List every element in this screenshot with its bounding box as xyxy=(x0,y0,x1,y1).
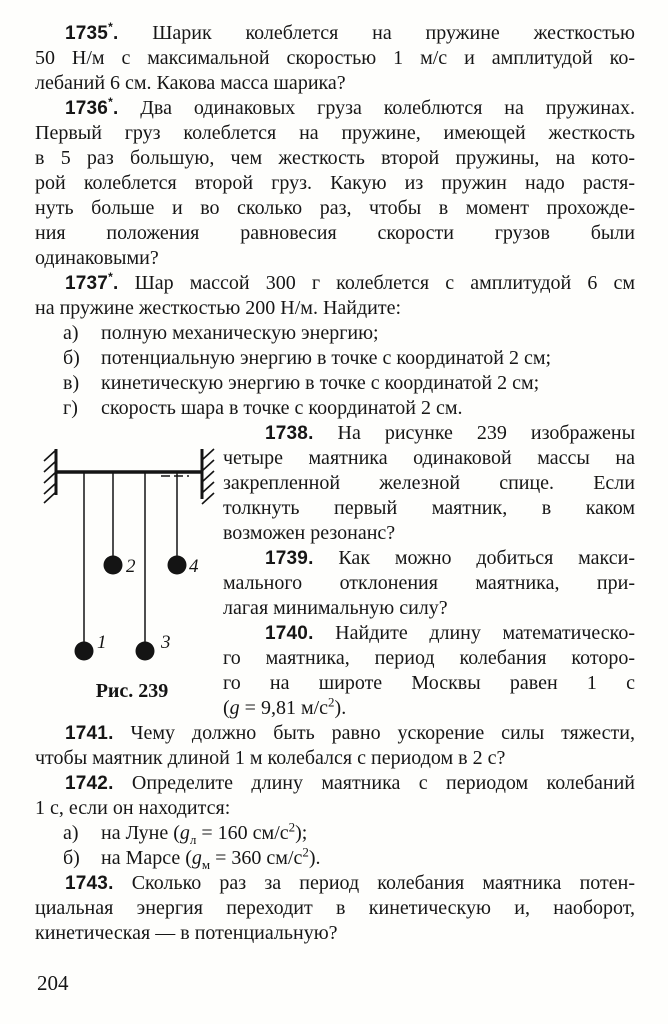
problem-1735 xyxy=(35,21,635,96)
list-item-marker: б) xyxy=(63,847,80,869)
problem-first-line: 1736*. Два одинаковых груза колеблются на пружинах. xyxy=(65,94,635,119)
problem-first-line: 1735*. Шарик колеблется на пружине жесткостью xyxy=(65,19,635,44)
problem-1742 xyxy=(35,771,635,871)
figure-239-block xyxy=(35,421,223,721)
problem-number: 1735*. xyxy=(65,19,119,44)
problem-line: ния положения равновесия скорости грузов были xyxy=(35,222,635,244)
list-item xyxy=(35,846,635,871)
problem-line: Первый груз колеблется на пружине, имеющей жесткость xyxy=(35,122,635,144)
problem-line: 1 с, если он находится: xyxy=(35,797,231,819)
problem-line: го маятника, период колебания которо- xyxy=(223,647,635,669)
problem-1739 xyxy=(223,546,635,621)
list-item-marker: в) xyxy=(63,372,80,394)
problem-line: мального отклонения маятника, при- xyxy=(223,572,635,594)
list-item-marker: б) xyxy=(63,347,80,369)
problem-first-line: 1737*. Шар массой 300 г колеблется с амплитудой 6 см xyxy=(65,269,635,294)
list-item-text: скорость шара в точке с координатой 2 см. xyxy=(101,397,463,419)
problem-number: 1741. xyxy=(65,723,114,744)
problem-line: закрепленной железной спице. Если xyxy=(223,472,635,494)
pendulum-4-bob xyxy=(168,556,187,575)
list-item xyxy=(35,346,635,371)
problem-line: возможен резонанс? xyxy=(223,522,396,544)
problem-number: 1738. xyxy=(265,423,314,444)
problem-line: лебаний 6 см. Какова масса шарика? xyxy=(35,72,346,94)
list-item-text: кинетическую энергию в точке с координатой 2 см; xyxy=(101,372,540,394)
figure-caption: Рис. 239 xyxy=(95,680,169,701)
pendulum-3-bob xyxy=(136,642,155,661)
problem-line: одинаковыми? xyxy=(35,247,159,269)
left-wall-support-icon xyxy=(44,449,56,503)
problem-line: 50 Н/м с максимальной скоростью 1 м/с и амплитудой ко- xyxy=(35,47,635,69)
pendulum-figure xyxy=(35,439,223,701)
list-item xyxy=(35,371,635,396)
pendulum-1-label: 1 xyxy=(97,632,107,653)
pendulum-2-bob xyxy=(104,556,123,575)
problem-first-line: 1743. Сколько раз за период колебания маятника потен- xyxy=(65,872,635,894)
problem-line: лагая минимальную силу? xyxy=(223,597,448,619)
pendulum-4-label: 4 xyxy=(189,556,199,577)
list-item xyxy=(35,821,635,846)
list-item-text: потенциальную энергию в точке с координатой 2 см; xyxy=(101,347,552,369)
list-item xyxy=(35,396,635,421)
list-item-text: полную механическую энергию; xyxy=(101,322,379,344)
problem-line: нуть больше и во сколько раз, чтобы в момент прохожде- xyxy=(35,197,635,219)
problem-number: 1743. xyxy=(65,873,114,894)
problems-beside-figure-section xyxy=(223,421,635,721)
problem-number: 1740. xyxy=(265,623,314,644)
list-item-marker: г) xyxy=(63,397,78,419)
problem-line: го на широте Москвы равен 1 с xyxy=(223,672,635,694)
problem-1743 xyxy=(35,871,635,946)
problem-first-line: 1741. Чему должно быть равно ускорение силы тяжести, xyxy=(65,722,635,744)
problem-number: 1742. xyxy=(65,773,114,794)
figure-and-text-row xyxy=(35,421,635,721)
right-wall-support-icon xyxy=(202,449,214,504)
problem-number: 1737*. xyxy=(65,269,119,294)
list-item-text: на Луне ($g_л = 160$ $см/с^2$); xyxy=(101,819,308,847)
pendulum-1-bob xyxy=(75,642,94,661)
page-number: 204 xyxy=(37,971,69,995)
problem-line: рой колеблется второй груз. Какую из пружин надо растя- xyxy=(35,172,635,194)
list-item-marker: а) xyxy=(63,822,79,844)
problem-line: в 5 раз большую, чем жесткость второй пружины, на кото- xyxy=(35,147,635,169)
problem-1736 xyxy=(35,96,635,271)
problem-number: 1739. xyxy=(265,548,314,569)
list-item-text: на Марсе ($g_м = 360$ $см/с^2$). xyxy=(101,844,321,872)
list-item-marker: а) xyxy=(63,322,79,344)
problem-line: кинетическая — в потенциальную? xyxy=(35,922,338,944)
problem-first-line: 1740. Найдите длину математическо- xyxy=(265,622,635,644)
problem-line: циальная энергия переходит в кинетическую и, наоборот, xyxy=(35,897,635,919)
problem-line: (g = 9,81 $м/с^2$). xyxy=(223,694,347,719)
problem-line: чтобы маятник длиной 1 м колебался с периодом в 2 с? xyxy=(35,747,506,769)
problem-1738 xyxy=(223,421,635,546)
problem-line: четыре маятника одинаковой массы на xyxy=(223,447,635,469)
problem-first-line: 1738. На рисунке 239 изображены xyxy=(265,422,635,444)
pendulum-3-label: 3 xyxy=(161,632,171,653)
pendulum-2-label: 2 xyxy=(126,556,136,577)
problems-top-section xyxy=(35,21,635,421)
problem-first-line: 1739. Как можно добиться макси- xyxy=(265,547,635,569)
problems-bottom-section xyxy=(35,721,635,946)
list-item xyxy=(35,321,635,346)
problem-line: толкнуть первый маятник, в каком xyxy=(223,497,635,519)
problem-first-line: 1742. Определите длину маятника с периодом колебаний xyxy=(65,772,635,794)
problem-1740 xyxy=(223,621,635,721)
problem-number: 1736*. xyxy=(65,94,119,119)
problem-line: на пружине жесткостью 200 Н/м. Найдите: xyxy=(35,297,402,319)
problem-1741 xyxy=(35,721,635,771)
problem-1737 xyxy=(35,271,635,421)
